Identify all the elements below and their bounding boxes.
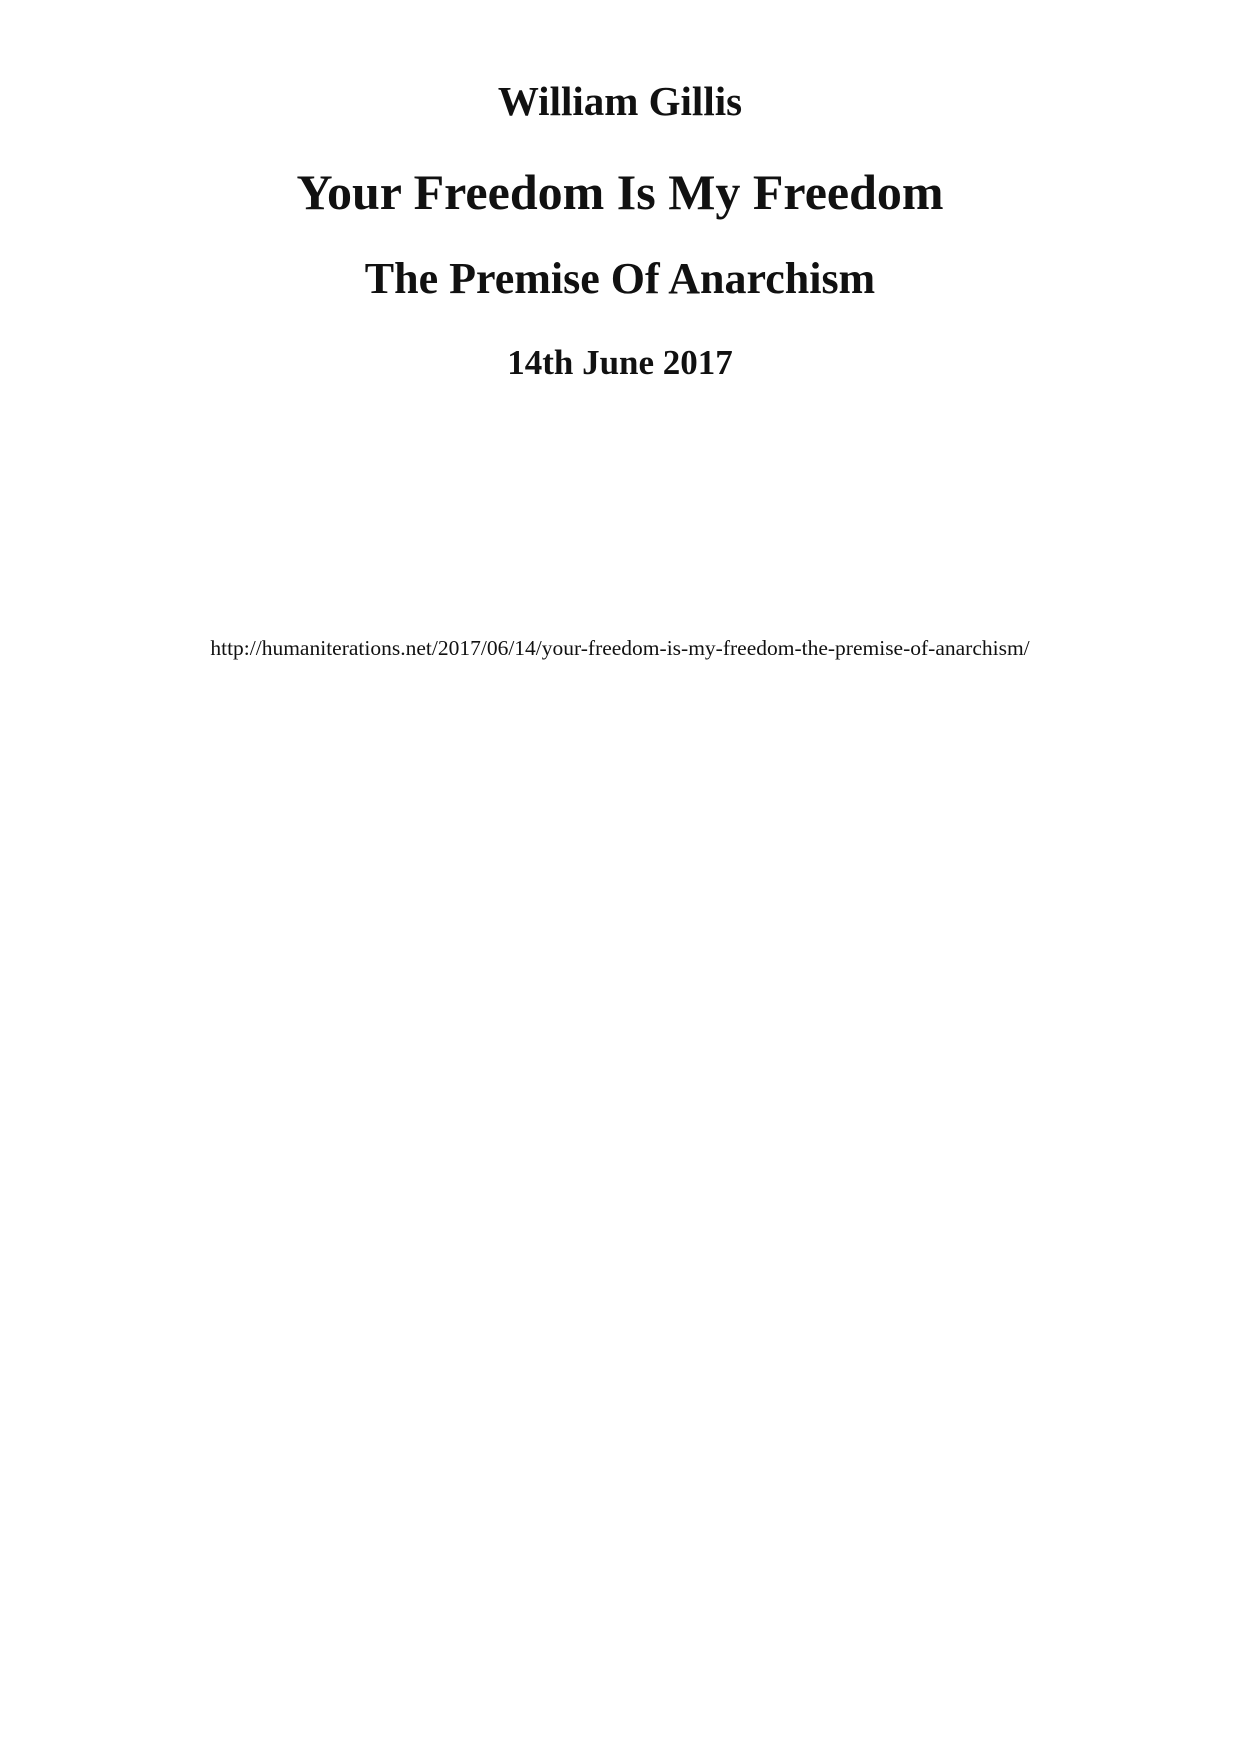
document-subtitle: The Premise Of Anarchism — [364, 254, 876, 303]
document-title: Your Freedom Is My Freedom — [296, 164, 944, 220]
publication-date: 14th June 2017 — [507, 343, 733, 382]
author-name: William Gillis — [497, 78, 743, 124]
source-url-link[interactable]: http://humaniterations.net/2017/06/14/your-freedom-is-my-freedom-the-premise-of-anarchism/ — [210, 636, 1030, 660]
